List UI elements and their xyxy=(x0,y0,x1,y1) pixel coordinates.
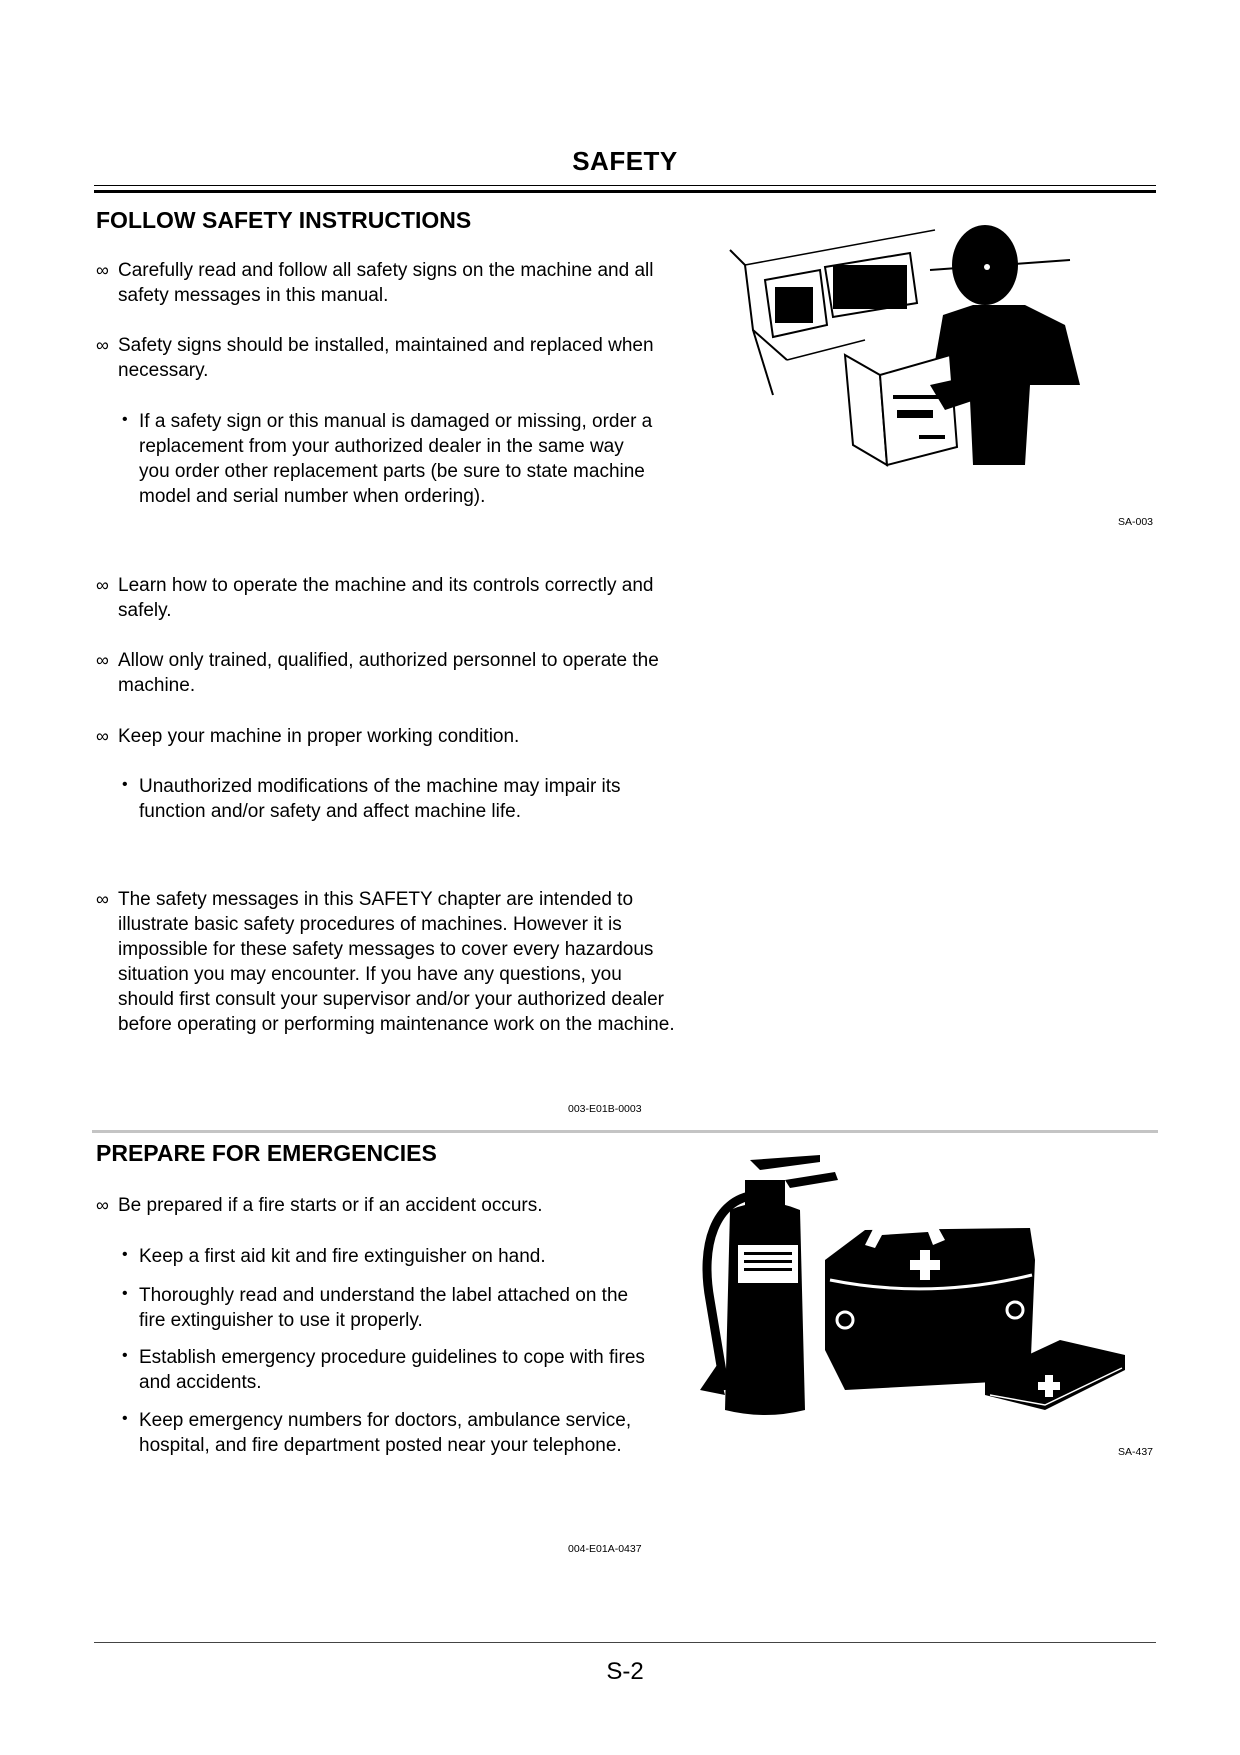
dot-bullet-icon: • xyxy=(122,1246,128,1263)
sub-list-item xyxy=(120,1244,659,1269)
list-item-text: Keep a first aid kit and fire extinguisher on hand. xyxy=(139,1246,546,1267)
sub-list-item xyxy=(120,1283,659,1333)
list-item-text: Learn how to operate the machine and its controls correctly and safely. xyxy=(118,575,654,621)
safety-sign-icon xyxy=(765,270,827,337)
section-title-follow-safety: FOLLOW SAFETY INSTRUCTIONS xyxy=(96,207,472,233)
list-item xyxy=(96,1193,678,1218)
list-item xyxy=(96,258,678,308)
infinity-bullet-icon: ∞ xyxy=(96,1195,109,1215)
section-divider xyxy=(92,1130,1158,1133)
list-item xyxy=(96,333,678,383)
dot-bullet-icon: • xyxy=(122,411,128,428)
infinity-bullet-icon: ∞ xyxy=(96,260,109,280)
list-item xyxy=(96,887,678,1037)
header-rule-thin xyxy=(94,185,1156,186)
header-rule-thick xyxy=(94,190,1156,193)
manual-book-icon xyxy=(845,355,957,465)
dot-bullet-icon: • xyxy=(122,1285,128,1302)
dot-bullet-icon: • xyxy=(122,1347,128,1364)
dot-bullet-icon: • xyxy=(122,1410,128,1427)
infinity-bullet-icon: ∞ xyxy=(96,889,109,909)
list-item-text: Allow only trained, qualified, authorized personnel to operate the machine. xyxy=(118,650,659,696)
first-aid-kit-icon xyxy=(825,1222,1035,1390)
list-item-text: Carefully read and follow all safety signs on the machine and all safety messages in this manual. xyxy=(118,260,654,306)
infinity-bullet-icon: ∞ xyxy=(96,335,109,355)
section-reference-code: 004-E01A-0437 xyxy=(568,1543,642,1555)
sub-list-item xyxy=(120,1408,659,1458)
list-item-text: Keep emergency numbers for doctors, ambulance service, hospital, and fire department posted near your telephone. xyxy=(139,1410,632,1456)
infinity-bullet-icon: ∞ xyxy=(96,726,109,746)
list-item xyxy=(96,724,678,749)
infinity-bullet-icon: ∞ xyxy=(96,650,109,670)
fire-extinguisher-icon xyxy=(700,1155,838,1415)
list-item-text: Keep your machine in proper working condition. xyxy=(118,726,520,747)
dot-bullet-icon: • xyxy=(122,776,128,793)
page-number: S-2 xyxy=(606,1658,644,1685)
list-item-text: Safety signs should be installed, maintained and replaced when necessary. xyxy=(118,335,654,381)
list-item xyxy=(96,648,678,698)
safety-sign-icon xyxy=(825,253,917,317)
list-item xyxy=(96,573,678,623)
section-reference-code: 003-E01B-0003 xyxy=(568,1103,642,1115)
section-title-prepare-emergencies: PREPARE FOR EMERGENCIES xyxy=(96,1140,437,1166)
infinity-bullet-icon: ∞ xyxy=(96,575,109,595)
figure-code: SA-437 xyxy=(1118,1446,1154,1458)
list-item-text: Be prepared if a fire starts or if an accident occurs. xyxy=(118,1195,543,1216)
footer-rule xyxy=(94,1642,1156,1643)
list-item-text: Unauthorized modifications of the machine may impair its function and/or safety and affect machine life. xyxy=(139,776,621,822)
fire-extinguisher-first-aid-illustration xyxy=(690,1150,1140,1430)
list-item-text: If a safety sign or this manual is damaged or missing, order a replacement from your authorized dealer in the same way you order other replacement parts (be sure to state machine model and serial number when ordering). xyxy=(139,411,653,507)
sub-list-item xyxy=(120,409,659,509)
list-item-text: Establish emergency procedure guidelines to cope with fires and accidents. xyxy=(139,1347,645,1393)
figure-code: SA-003 xyxy=(1118,516,1154,528)
operator-reading-manual-illustration xyxy=(725,225,1105,505)
list-item-text: Thoroughly read and understand the label attached on the fire extinguisher to use it properly. xyxy=(139,1285,629,1331)
page-title: SAFETY xyxy=(572,146,678,176)
sub-list-item xyxy=(120,1345,659,1395)
list-item-text: The safety messages in this SAFETY chapter are intended to illustrate basic safety procedures of machines. However it is impossible for these safety messages to cover every hazardous situation you may encounter. If you have any questions, you should first consult your supervisor and/or your authorized dealer before operating or performing maintenance work on the machine. xyxy=(118,889,675,1035)
sub-list-item xyxy=(120,774,659,824)
